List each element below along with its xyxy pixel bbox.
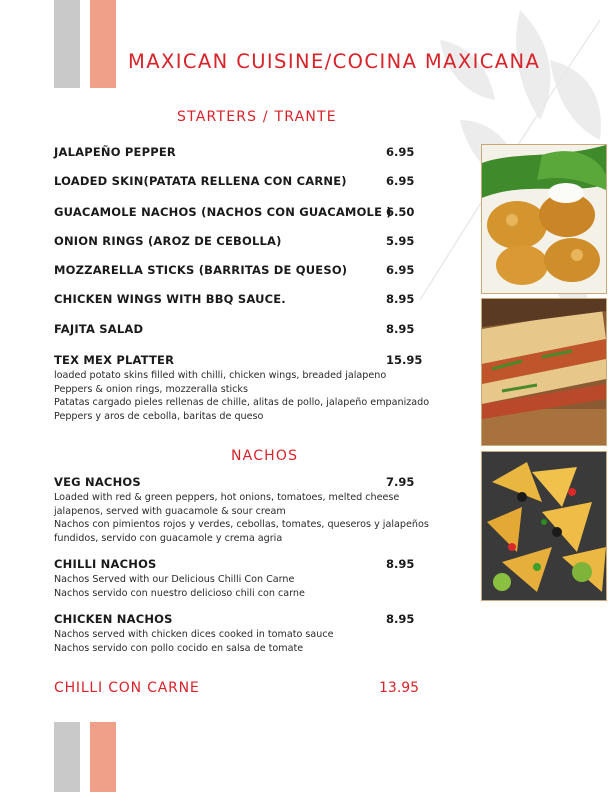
item-price: 8.95: [386, 612, 415, 626]
item-name: FAJITA SALAD: [54, 322, 144, 336]
item-description: [54, 573, 305, 600]
item-name: MOZZARELLA STICKS (BARRITAS DE QUESO): [54, 263, 348, 277]
item-name: VEG NACHOS: [54, 475, 141, 489]
item-price: 6.95: [386, 145, 415, 159]
decor-bar-gray-top: [54, 0, 80, 88]
section-title-starters: STARTERS / TRANTE: [177, 109, 337, 125]
item-description: [54, 628, 334, 655]
item-price: 5.95: [386, 234, 415, 248]
description-line: fundidos, servido con guacamole y crema agria: [54, 532, 283, 544]
description-line: Peppers & onion rings, mozzeralla sticks: [54, 383, 248, 395]
quesadilla-photo: [481, 298, 607, 446]
description-line: Nachos Served with our Delicious Chilli Con Carne: [54, 574, 295, 585]
item-description: [54, 491, 429, 545]
item-name: CHILLI CON CARNE: [54, 680, 200, 696]
page-title: MAXICAN CUISINE/COCINA MAXICANA: [128, 50, 541, 73]
loaded-nachos-photo: [481, 451, 607, 601]
description-line: Nachos servido con pollo cocido en salsa de tomate: [54, 642, 304, 654]
item-name: CHILLI NACHOS: [54, 557, 157, 571]
item-price: 15.95: [386, 353, 423, 367]
description-line: Nachos con pimientos rojos y verdes, cebollas, tomates, queseros y jalapeños: [54, 519, 429, 530]
item-price: 6.95: [386, 263, 415, 277]
description-line: loaded potato skins filled with chilli, chicken wings, breaded jalapeno: [54, 370, 387, 381]
description-line: Patatas cargado pieles rellenas de chille, alitas de pollo, jalapeño empanizado: [54, 397, 430, 408]
description-line: Nachos served with chicken dices cooked in tomato sauce: [54, 629, 334, 640]
decor-bar-gray-bottom: [54, 722, 80, 792]
item-price: 8.95: [386, 292, 415, 306]
description-line: Loaded with red & green peppers, hot onions, tomatoes, melted cheese: [54, 492, 400, 503]
jalapeno-poppers-photo: [481, 144, 607, 294]
item-price: 6.50: [386, 205, 415, 219]
item-name: LOADED SKIN(PATATA RELLENA CON CARNE): [54, 174, 347, 188]
item-name: TEX MEX PLATTER: [54, 353, 175, 367]
decor-bar-salmon-bottom: [90, 722, 116, 792]
item-price: 7.95: [386, 475, 415, 489]
menu-item-highlight: [54, 680, 424, 700]
item-price: 13.95: [379, 680, 420, 696]
item-price: 8.95: [386, 557, 415, 571]
item-name: JALAPEÑO PEPPER: [54, 145, 176, 159]
description-line: Peppers y aros de cebolla, baritas de queso: [54, 410, 264, 422]
item-name: CHICKEN WINGS WITH BBQ SAUCE.: [54, 292, 286, 306]
item-name: ONION RINGS (AROZ DE CEBOLLA): [54, 234, 282, 248]
description-line: jalapenos, served with guacamole & sour cream: [54, 505, 286, 517]
item-price: 8.95: [386, 322, 415, 336]
item-name: GUACAMOLE NACHOS (NACHOS CON GUACAMOLE ): [54, 205, 392, 219]
item-price: 6.95: [386, 174, 415, 188]
section-title-nachos: NACHOS: [231, 448, 299, 464]
decor-bar-salmon-top: [90, 0, 116, 88]
description-line: Nachos servido con nuestro delicioso chili con carne: [54, 587, 305, 599]
item-name: CHICKEN NACHOS: [54, 612, 173, 626]
item-description: [54, 369, 429, 423]
